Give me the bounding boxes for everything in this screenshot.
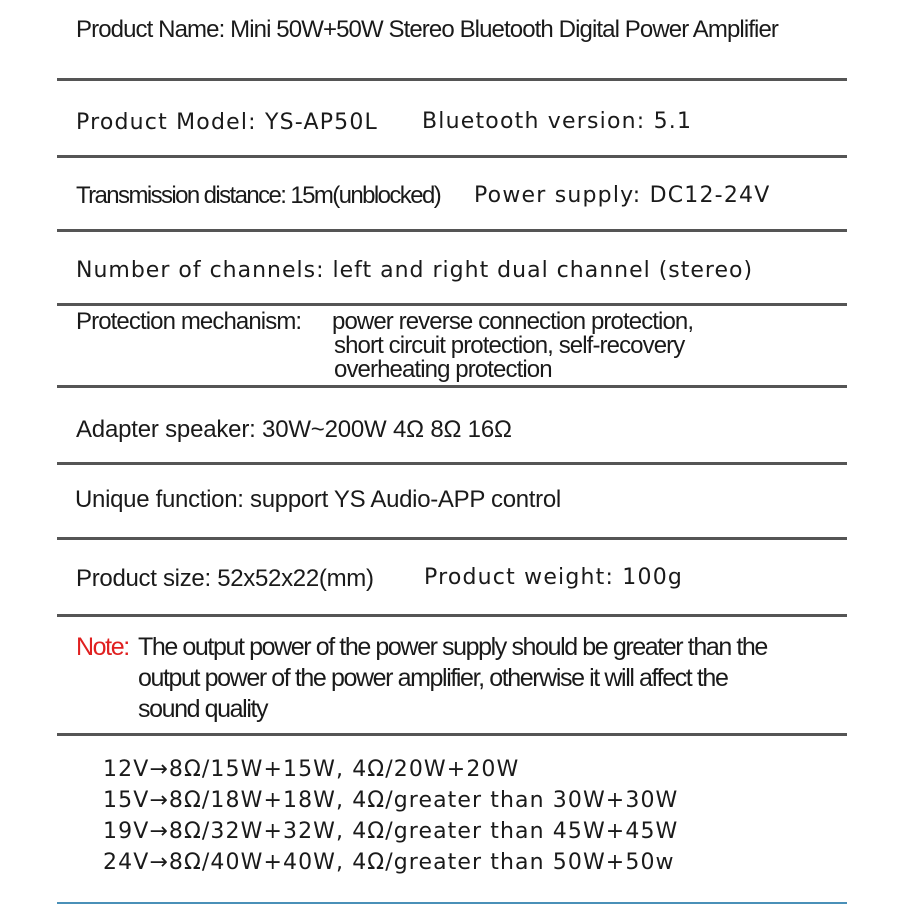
- divider: [57, 733, 847, 736]
- channels: Number of channels: left and right dual channel (stereo): [76, 258, 754, 283]
- divider: [57, 614, 847, 617]
- divider: [57, 155, 847, 158]
- divider: [57, 385, 847, 388]
- divider: [57, 78, 847, 81]
- protection-label: Protection mechanism:: [76, 308, 302, 335]
- product-model: Product Model: YS-AP50L: [76, 110, 379, 135]
- unique-function: Unique function: support YS Audio-APP control: [75, 486, 561, 513]
- adapter-speaker: Adapter speaker: 30W~200W 4Ω 8Ω 16Ω: [76, 416, 512, 443]
- divider: [57, 229, 847, 232]
- product-size: Product size: 52x52x22(mm): [76, 565, 374, 592]
- note-line: output power of the power amplifier, otherwise it will affect the: [138, 664, 728, 692]
- power-table-row: 24V→8Ω/40W+40W, 4Ω/greater than 50W+50w: [103, 850, 675, 875]
- protection-line: power reverse connection protection,: [332, 308, 694, 335]
- protection-line: overheating protection: [334, 356, 552, 383]
- power-table-row: 19V→8Ω/32W+32W, 4Ω/greater than 45W+45W: [103, 819, 679, 844]
- product-weight: Product weight: 100g: [424, 565, 684, 590]
- divider: [57, 462, 847, 465]
- note-line: The output power of the power supply should be greater than the: [138, 633, 767, 661]
- bluetooth-version: Bluetooth version: 5.1: [422, 109, 693, 134]
- divider: [57, 537, 847, 540]
- product-name: Product Name: Mini 50W+50W Stereo Bluetooth Digital Power Amplifier: [76, 16, 779, 43]
- protection-line: short circuit protection, self-recovery: [334, 332, 685, 359]
- transmission-distance: Transmission distance: 15m(unblocked): [76, 182, 441, 209]
- note-line: sound quality: [138, 695, 268, 723]
- note-label: Note:: [76, 633, 129, 661]
- power-table-row: 12V→8Ω/15W+15W, 4Ω/20W+20W: [103, 757, 520, 782]
- power-supply: Power supply: DC12-24V: [474, 183, 771, 208]
- power-table-row: 15V→8Ω/18W+18W, 4Ω/greater than 30W+30W: [103, 788, 679, 813]
- divider: [57, 303, 847, 306]
